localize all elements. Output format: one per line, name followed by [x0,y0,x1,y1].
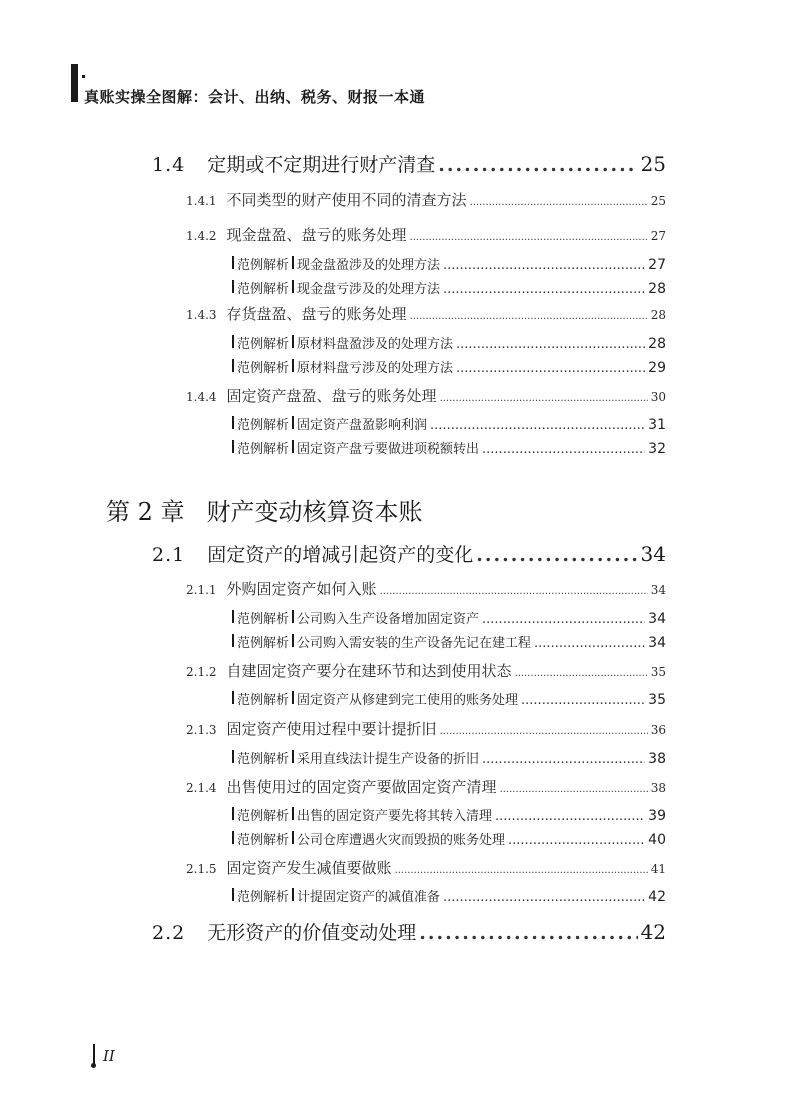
dot-leader [440,726,648,737]
example-tag: 范例解析 [237,418,290,433]
toc-subsection-1-4-1[interactable] [186,189,666,210]
example-tag: 范例解析 [237,693,290,708]
dot-leader [410,311,648,322]
page-number: 28 [648,281,666,297]
dot-leader [438,154,637,176]
section-title: 固定资产的增减引起资产的变化 [207,544,474,566]
section-title: 无形资产的价值变动处理 [207,922,417,944]
page-number: 34 [640,542,666,566]
page-number: 29 [648,360,666,376]
footer-dot [91,1063,96,1068]
example-tag: 范例解析 [237,258,290,273]
toc-example-8[interactable] [229,632,666,651]
section-number: 2.1 [152,544,186,566]
example-tag: 范例解析 [237,752,290,767]
toc-example-10[interactable] [229,748,666,767]
chapter-number: 第 2 章 [106,498,185,526]
toc-example-6[interactable] [229,438,666,457]
subsection-number: 1.4.3 [186,308,217,322]
page-number: 31 [648,417,666,433]
dot-leader [476,544,637,566]
toc-subsection-2-1-3[interactable] [186,718,666,739]
toc-example-7[interactable] [229,608,666,627]
dot-leader [443,282,645,297]
dot-leader [521,693,645,708]
dot-leader [515,668,648,679]
example-tag: 范例解析 [237,636,290,651]
dot-leader [430,418,645,433]
dot-leader [508,833,645,848]
page-number: 42 [648,889,666,905]
toc-example-11[interactable] [229,805,666,824]
page-number: 40 [648,832,666,848]
toc-section-1-4[interactable] [152,150,666,177]
page-number: 34 [648,611,666,627]
toc-example-5[interactable] [229,414,666,433]
dot-leader [380,586,648,597]
book-title: 真账实操全图解：会计、出纳、税务、财报一本通 [84,88,426,106]
dot-leader [470,197,648,208]
section-title: 定期或不定期进行财产清查 [207,154,436,176]
toc-example-1[interactable] [229,254,666,273]
example-title: 出售的固定资产要先将其转入清理 [297,809,493,824]
example-tag: 范例解析 [237,833,290,848]
dot-leader [395,865,648,876]
subsection-title: 外购固定资产如何入账 [226,580,377,598]
page-number: 25 [640,152,666,176]
example-title: 公司购入需安装的生产设备先记在建工程 [297,636,532,651]
subsection-number: 1.4.2 [186,229,217,243]
example-tag: 范例解析 [237,282,290,297]
page-number: 38 [650,781,666,795]
page-number: 42 [640,920,666,944]
section-number: 1.4 [152,154,186,176]
example-title: 原材料盘亏涉及的处理方法 [297,361,454,376]
toc-example-9[interactable] [229,689,666,708]
page-number: 28 [648,336,666,352]
toc-example-2[interactable] [229,278,666,297]
example-title: 采用直线法计提生产设备的折旧 [297,752,480,767]
page-number: 25 [650,194,666,208]
subsection-number: 1.4.4 [186,390,217,404]
page-number: 38 [648,751,666,767]
example-tag: 范例解析 [237,612,290,627]
toc-example-12[interactable] [229,829,666,848]
page-number: 34 [650,583,666,597]
page-number: 41 [650,862,666,876]
example-tag: 范例解析 [237,337,290,352]
folio-page-number: II [103,1047,115,1065]
subsection-title: 现金盘盈、盘亏的账务处理 [226,226,407,244]
example-title: 计提固定资产的减值准备 [297,890,441,905]
page-number: 39 [648,808,666,824]
example-title: 公司仓库遭遇火灾而毁损的账务处理 [297,833,506,848]
subsection-title: 不同类型的财产使用不同的清查方法 [226,191,467,209]
subsection-number: 1.4.1 [186,194,217,208]
toc-section-2-1[interactable] [152,540,666,567]
subsection-title: 存货盘盈、盘亏的账务处理 [226,305,407,323]
subsection-number: 2.1.3 [186,723,217,737]
dot-leader [456,337,645,352]
dot-leader [440,393,648,404]
subsection-number: 2.1.2 [186,665,217,679]
section-number: 2.2 [152,922,186,944]
toc-subsection-2-1-1[interactable] [186,578,666,599]
subsection-title: 固定资产使用过程中要计提折旧 [226,720,437,738]
toc-example-4[interactable] [229,357,666,376]
subsection-title: 自建固定资产要分在建环节和达到使用状态 [226,662,512,680]
dot-leader [410,232,648,243]
dot-leader [482,752,645,767]
toc-subsection-2-1-4[interactable] [186,776,666,797]
page-number: 34 [648,635,666,651]
page-number: 35 [650,665,666,679]
example-title: 现金盘亏涉及的处理方法 [297,282,441,297]
toc-subsection-1-4-2[interactable] [186,224,666,245]
page-number: 36 [650,723,666,737]
page-number: 27 [648,257,666,273]
dot-leader [482,612,645,627]
example-tag: 范例解析 [237,809,290,824]
dot-leader [443,890,645,905]
dot-leader [443,258,645,273]
example-title: 现金盘盈涉及的处理方法 [297,258,441,273]
dot-leader [456,361,645,376]
example-title: 固定资产盘亏要做进项税额转出 [297,442,480,457]
example-title: 原材料盘盈涉及的处理方法 [297,337,454,352]
dot-leader [500,784,648,795]
toc-example-3[interactable] [229,333,666,352]
header-bar [71,64,78,102]
page-number: 27 [650,229,666,243]
page-number: 28 [650,308,666,322]
subsection-number: 2.1.4 [186,781,217,795]
toc-example-13[interactable] [229,886,666,905]
dot-leader [482,442,645,457]
toc-subsection-1-4-3[interactable] [186,303,666,324]
toc-section-2-2[interactable] [152,918,666,945]
chapter-title: 财产变动核算资本账 [206,498,423,526]
example-tag: 范例解析 [237,361,290,376]
page-number: 32 [648,441,666,457]
dot-leader [419,922,637,944]
example-title: 固定资产从修建到完工使用的账务处理 [297,693,519,708]
page-number: 35 [648,692,666,708]
example-tag: 范例解析 [237,890,290,905]
example-title: 固定资产盘盈影响利润 [297,418,428,433]
subsection-title: 固定资产盘盈、盘亏的账务处理 [226,387,437,405]
example-tag: 范例解析 [237,442,290,457]
toc-subsection-1-4-4[interactable] [186,385,666,406]
page-number: 30 [650,390,666,404]
toc-subsection-2-1-2[interactable] [186,660,666,681]
chapter-2-heading[interactable] [106,492,423,527]
toc-subsection-2-1-5[interactable] [186,857,666,878]
subsection-title: 出售使用过的固定资产要做固定资产清理 [226,778,497,796]
dot-leader [495,809,645,824]
dot-leader [534,636,645,651]
subsection-title: 固定资产发生减值要做账 [226,859,392,877]
subsection-number: 2.1.1 [186,583,217,597]
example-title: 公司购入生产设备增加固定资产 [297,612,480,627]
subsection-number: 2.1.5 [186,862,217,876]
header-dot [82,75,85,78]
